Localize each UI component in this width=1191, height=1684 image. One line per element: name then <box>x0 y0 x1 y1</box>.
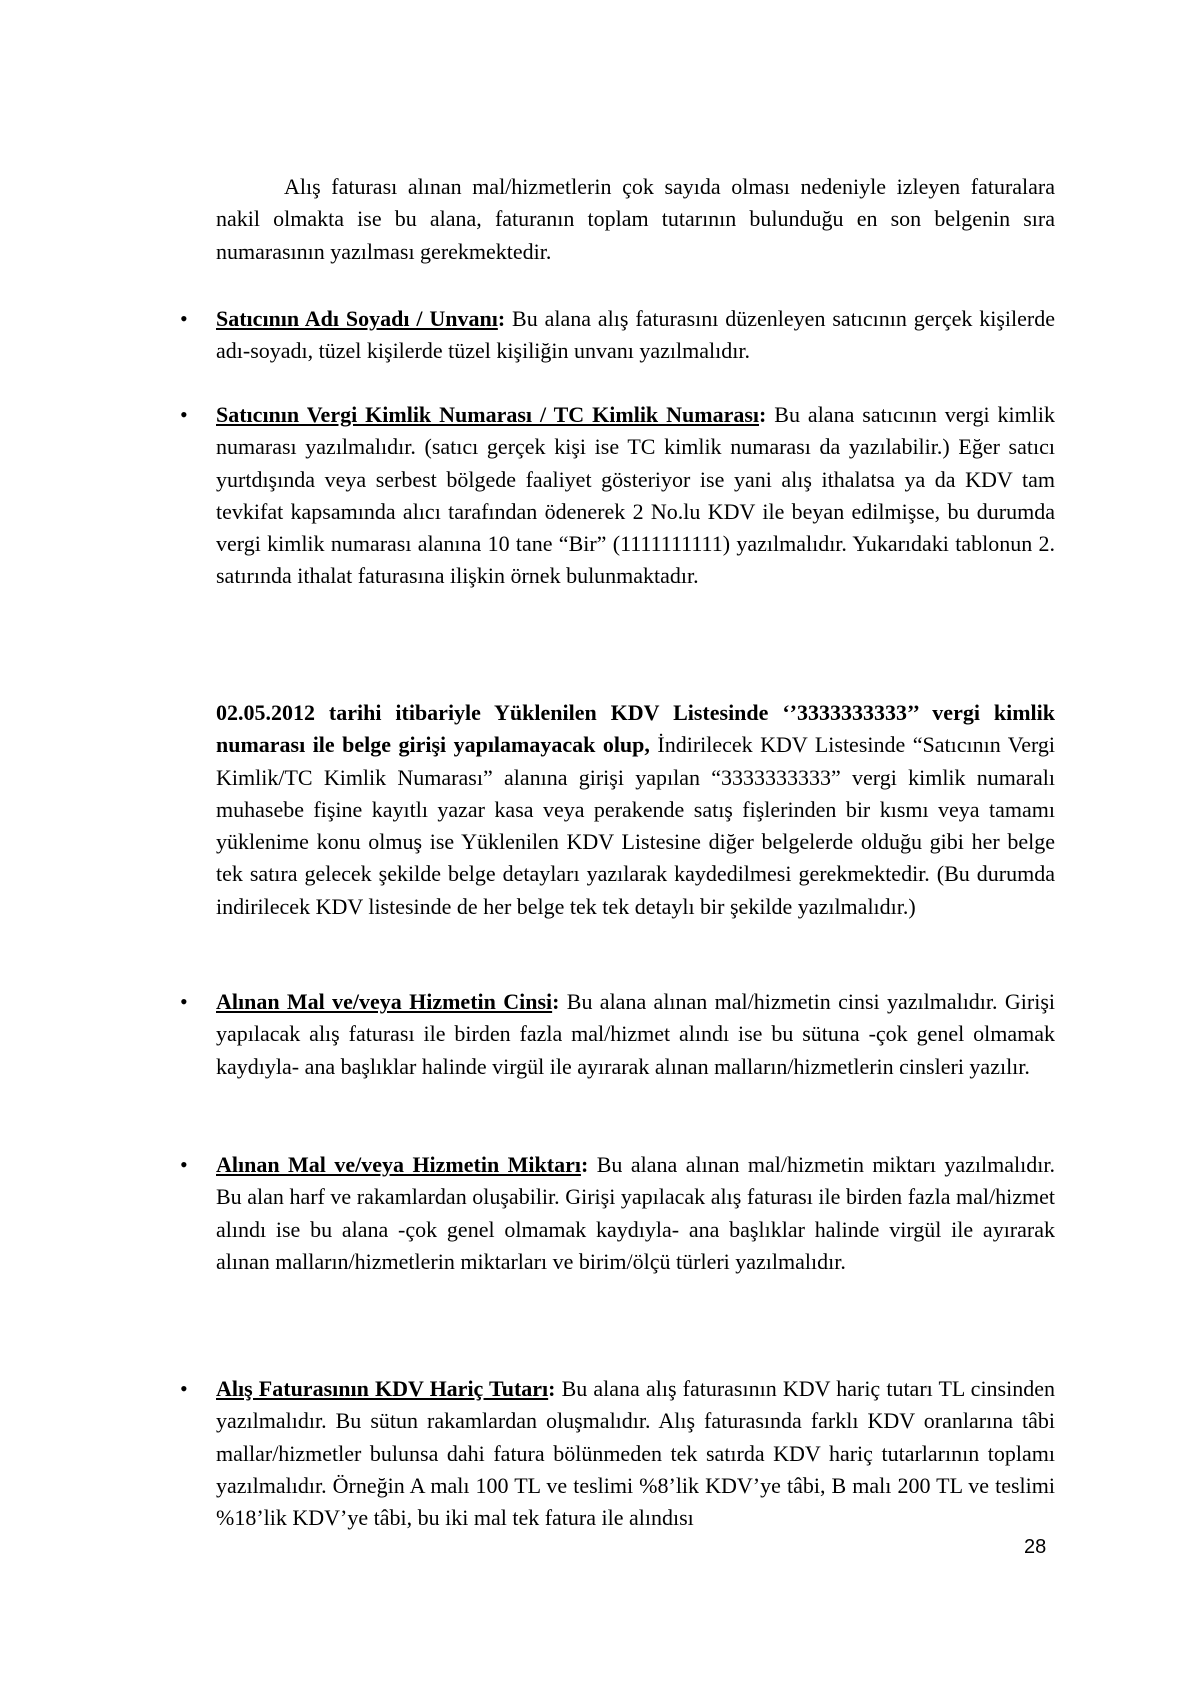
bullet-item-invoice-amount <box>216 1373 1055 1534</box>
bullet-item-seller-name <box>216 303 1055 368</box>
bullet-marker: • <box>180 306 188 331</box>
bullet-item-goods-type <box>216 986 1055 1083</box>
bullet-item-seller-tax-id <box>216 399 1055 593</box>
bullet-marker: • <box>180 989 188 1014</box>
term-colon: : <box>548 1376 556 1401</box>
term-colon: : <box>759 402 767 427</box>
bullet-text: Bu alana alış faturasını düzenleyen satıcının gerçek kişilerde adı-soyadı, tüzel kişilerde tüzel kişiliğin unvanı yazılmalıdır. <box>216 306 1055 364</box>
bullet-marker: • <box>180 402 188 427</box>
intro-paragraph: Alış faturası alınan mal/hizmetlerin çok sayıda olması nedeniyle izleyen faturalara nakil olmakta ise bu alana, faturanın toplam tutarının bulunduğu en son belgenin sıra numarasının yazılması gerekmektedir. <box>216 174 1055 264</box>
term-colon: : <box>552 989 560 1014</box>
bullet-marker: • <box>180 1376 188 1401</box>
bullet-term: Alınan Mal ve/veya Hizmetin Miktarı <box>216 1152 581 1177</box>
term-colon: : <box>580 1152 589 1177</box>
notice-text: İndirilecek KDV Listesinde “Satıcının Vergi Kimlik/TC Kimlik Numarası” alanına girişi yapılan “3333333333” vergi kimlik numaralı muhasebe fişine kayıtlı yazar kasa veya perakende satış fişlerinden bir kısmı veya tamamı yüklenime konu olmuş ise Yüklenilen KDV Listesine diğer belgelerde olduğu gibi her belge tek satıra gelecek şekilde belge detayları yazılarak kaydedilmesi gerekmektedir. (Bu durumda indirilecek KDV listesinde de her belge tek tek detaylı bir şekilde yazılmalıdır.) <box>216 732 1056 919</box>
bullet-text: Bu alana alış faturasının KDV hariç tutarı TL cinsinden yazılmalıdır. Bu sütun rakamlardan oluşmalıdır. Alış faturasında farklı KDV oranlarına tâbi mallar/hizmetler bulunsa dahi fatura bölünmeden tek satırda KDV hariç tutarlarının toplamı yazılmalıdır. Örneğin A malı 100 TL ve teslimi %8’lik KDV’ye tâbi, B malı 200 TL ve teslimi %18’lik KDV’ye tâbi, bu iki mal tek fatura ile alındısı <box>216 1376 1055 1531</box>
notice-bold-text: 02.05.2012 tarihi itibariyle Yüklenilen KDV Listesinde ‘’3333333333’’ vergi kimlik numarası ile belge girişi yapılamayacak olup, <box>216 700 1055 758</box>
bullet-term: Satıcının Adı Soyadı / Unvanı <box>216 306 498 331</box>
bullet-text: Bu alana alınan mal/hizmetin miktarı yazılmalıdır. Bu alan harf ve rakamlardan oluşabilir. Girişi yapılacak alış faturası ile birden fazla mal/hizmet alındı ise bu alana -çok genel olmamak kaydıyla- ana başlıklar halinde virgül ile ayırarak alınan malların/hizmetlerin miktarları ve birim/ölçü türleri yazılmalıdır. <box>216 1152 1055 1274</box>
notice-paragraph <box>216 697 1055 923</box>
bullet-item-goods-quantity <box>216 1149 1055 1278</box>
term-colon: : <box>497 306 506 331</box>
bullet-marker: • <box>180 1152 188 1177</box>
bullet-text: Bu alana satıcının vergi kimlik numarası yazılmalıdır. (satıcı gerçek kişi ise TC kimlik numarası da yazılabilir.) Eğer satıcı yurtdışında veya serbest bölgede faaliyet gösteriyor ise yani alış ithalatsa ya da KDV tam tevkifat kapsamında alıcı tarafından ödenerek 2 No.lu KDV ile beyan edilmişse, bu durumda vergi kimlik numarası alanına 10 tane “Bir” (1111111111) yazılmalıdır. Yukarıdaki tablonun 2. satırında ithalat faturasına ilişkin örnek bulunmaktadır. <box>216 402 1055 589</box>
bullet-term: Alınan Mal ve/veya Hizmetin Cinsi <box>216 989 553 1014</box>
page-number: 28 <box>1024 1536 1047 1558</box>
bullet-text: Bu alana alınan mal/hizmetin cinsi yazılmalıdır. Girişi yapılacak alış faturası ile birden fazla mal/hizmet alındı ise bu sütuna -çok genel olmamak kaydıyla- ana başlıklar halinde virgül ile ayırarak alınan malların/hizmetlerin cinsleri yazılır. <box>216 989 1055 1079</box>
bullet-term: Satıcının Vergi Kimlik Numarası / TC Kimlik Numarası <box>216 402 760 427</box>
bullet-term: Alış Faturasının KDV Hariç Tutarı <box>216 1376 549 1401</box>
